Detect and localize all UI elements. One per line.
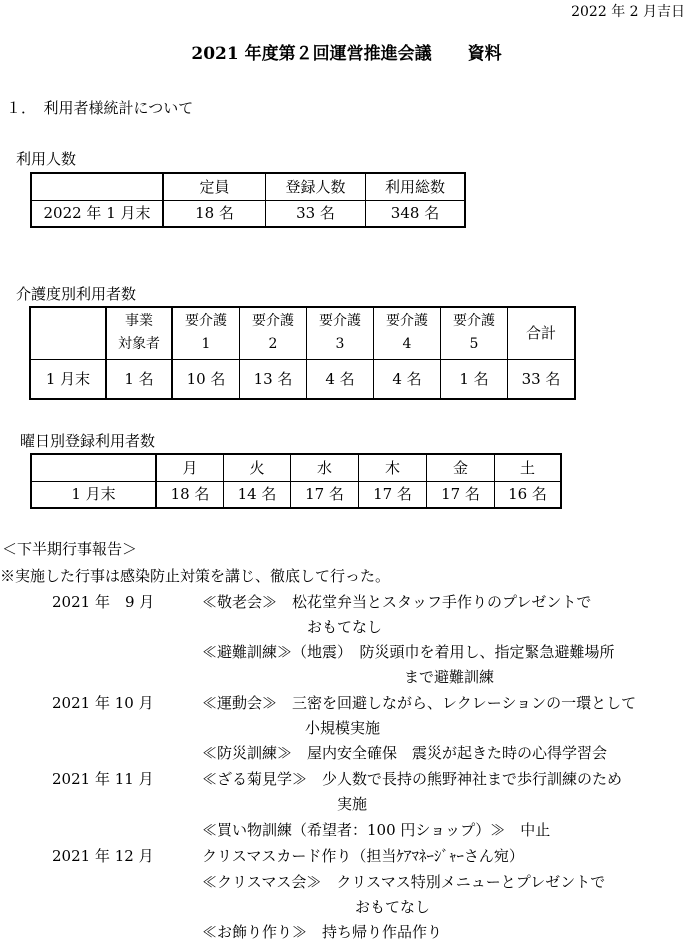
table3-cell-3: 17 名 (291, 481, 359, 508)
title-main: 2021 年度第２回運営推進会議 (191, 44, 432, 64)
table2-cell-2: 13 名 (240, 359, 307, 399)
table1-cell-2: 33 名 (266, 200, 366, 227)
table2-header-1: 要介護 1 (172, 307, 240, 359)
table3-header-4: 木 (359, 454, 427, 481)
table1-header-0 (31, 173, 163, 200)
table3-header-2: 火 (224, 454, 291, 481)
table1-header-1: 定員 (163, 173, 266, 200)
event-line: ≪敬老会≫ 松花堂弁当とスタッフ手作りのプレゼントで (202, 593, 592, 611)
table3-header-6: 土 (495, 454, 562, 481)
table2-row-label: 1 月末 (30, 359, 106, 399)
section1-heading: １． 利用者様統計について (6, 99, 194, 117)
table1-header-2: 登録人数 (266, 173, 366, 200)
table2-cell-4: 4 名 (374, 359, 441, 399)
event-month: 2021 年 11 月 (52, 770, 154, 788)
event-line: ≪防災訓練≫ 屋内安全確保 震災が起きた時の心得学習会 (202, 744, 608, 762)
report-heading: ＜下半期行事報告＞ (2, 540, 138, 558)
event-line: ≪ざる菊見学≫ 少人数で長持の熊野神社まで歩行訓練のため (202, 770, 623, 788)
event-month: 2021 年 12 月 (52, 847, 154, 865)
usage-count-table (30, 172, 466, 228)
table2-header-3: 要介護 3 (307, 307, 374, 359)
table1-caption: 利用人数 (16, 150, 77, 168)
weekday-table (30, 453, 562, 509)
document-title (0, 44, 693, 64)
table3-header-5: 金 (427, 454, 495, 481)
table3-cell-5: 17 名 (427, 481, 495, 508)
report-note: ※実施した行事は感染防止対策を講じ、徹底して行った。 (0, 567, 391, 585)
care-level-table (29, 306, 576, 400)
event-line: ≪クリスマス会≫ クリスマス特別メニューとプレゼントで (202, 873, 606, 891)
table2-header-4: 要介護 4 (374, 307, 441, 359)
event-line: ≪買い物訓練（希望者：100 円ショップ）≫ 中止 (202, 821, 551, 839)
table3-cell-1: 18 名 (156, 481, 224, 508)
table1-cell-0: 2022 年 1 月末 (31, 200, 163, 227)
table2-cell-1: 10 名 (172, 359, 240, 399)
table1-cell-3: 348 名 (366, 200, 466, 227)
event-line: ≪お飾り作り≫ 持ち帰り作品作り (202, 923, 443, 941)
event-line: まで避難訓練 (404, 668, 495, 686)
table2-cell-0: 1 名 (106, 359, 172, 399)
table1-cell-1: 18 名 (163, 200, 266, 227)
title-sub: 資料 (467, 44, 502, 64)
document-date: 2022 年 2 月吉日 (571, 4, 685, 20)
table2-header-2: 要介護 2 (240, 307, 307, 359)
event-line: 実施 (337, 795, 368, 813)
event-line: おもてなし (355, 898, 431, 916)
table3-header-3: 水 (291, 454, 359, 481)
table2-header-0: 事業 対象者 (106, 307, 172, 359)
event-line: クリスマスカード作り（担当ｹｱﾏﾈｰｼﾞｬｰさん宛） (202, 847, 524, 865)
event-line: ≪運動会≫ 三密を回避しながら、レクレーションの一環として (202, 694, 637, 712)
table3-cell-4: 17 名 (359, 481, 427, 508)
table3-header-1: 月 (156, 454, 224, 481)
table2-header-empty (30, 307, 106, 359)
table3-header-0 (31, 454, 156, 481)
table1-header-3: 利用総数 (366, 173, 466, 200)
table2-caption: 介護度別利用者数 (16, 285, 137, 303)
table2-cell-total: 33 名 (508, 359, 576, 399)
table3-cell-2: 14 名 (224, 481, 291, 508)
table2-header-5: 要介護 5 (441, 307, 508, 359)
table3-cell-6: 16 名 (495, 481, 562, 508)
table3-caption: 曜日別登録利用者数 (20, 432, 156, 450)
event-month: 2021 年 10 月 (52, 694, 154, 712)
event-line: おもてなし (307, 618, 383, 636)
event-line: ≪避難訓練≫（地震） 防災頭巾を着用し、指定緊急避難場所 (202, 643, 615, 661)
table2-cell-5: 1 名 (441, 359, 508, 399)
event-month: 2021 年 9 月 (52, 593, 155, 611)
table2-cell-3: 4 名 (307, 359, 374, 399)
event-line: 小規模実施 (305, 719, 381, 737)
table2-header-total: 合計 (508, 307, 576, 359)
table3-cell-0: 1 月末 (31, 481, 156, 508)
